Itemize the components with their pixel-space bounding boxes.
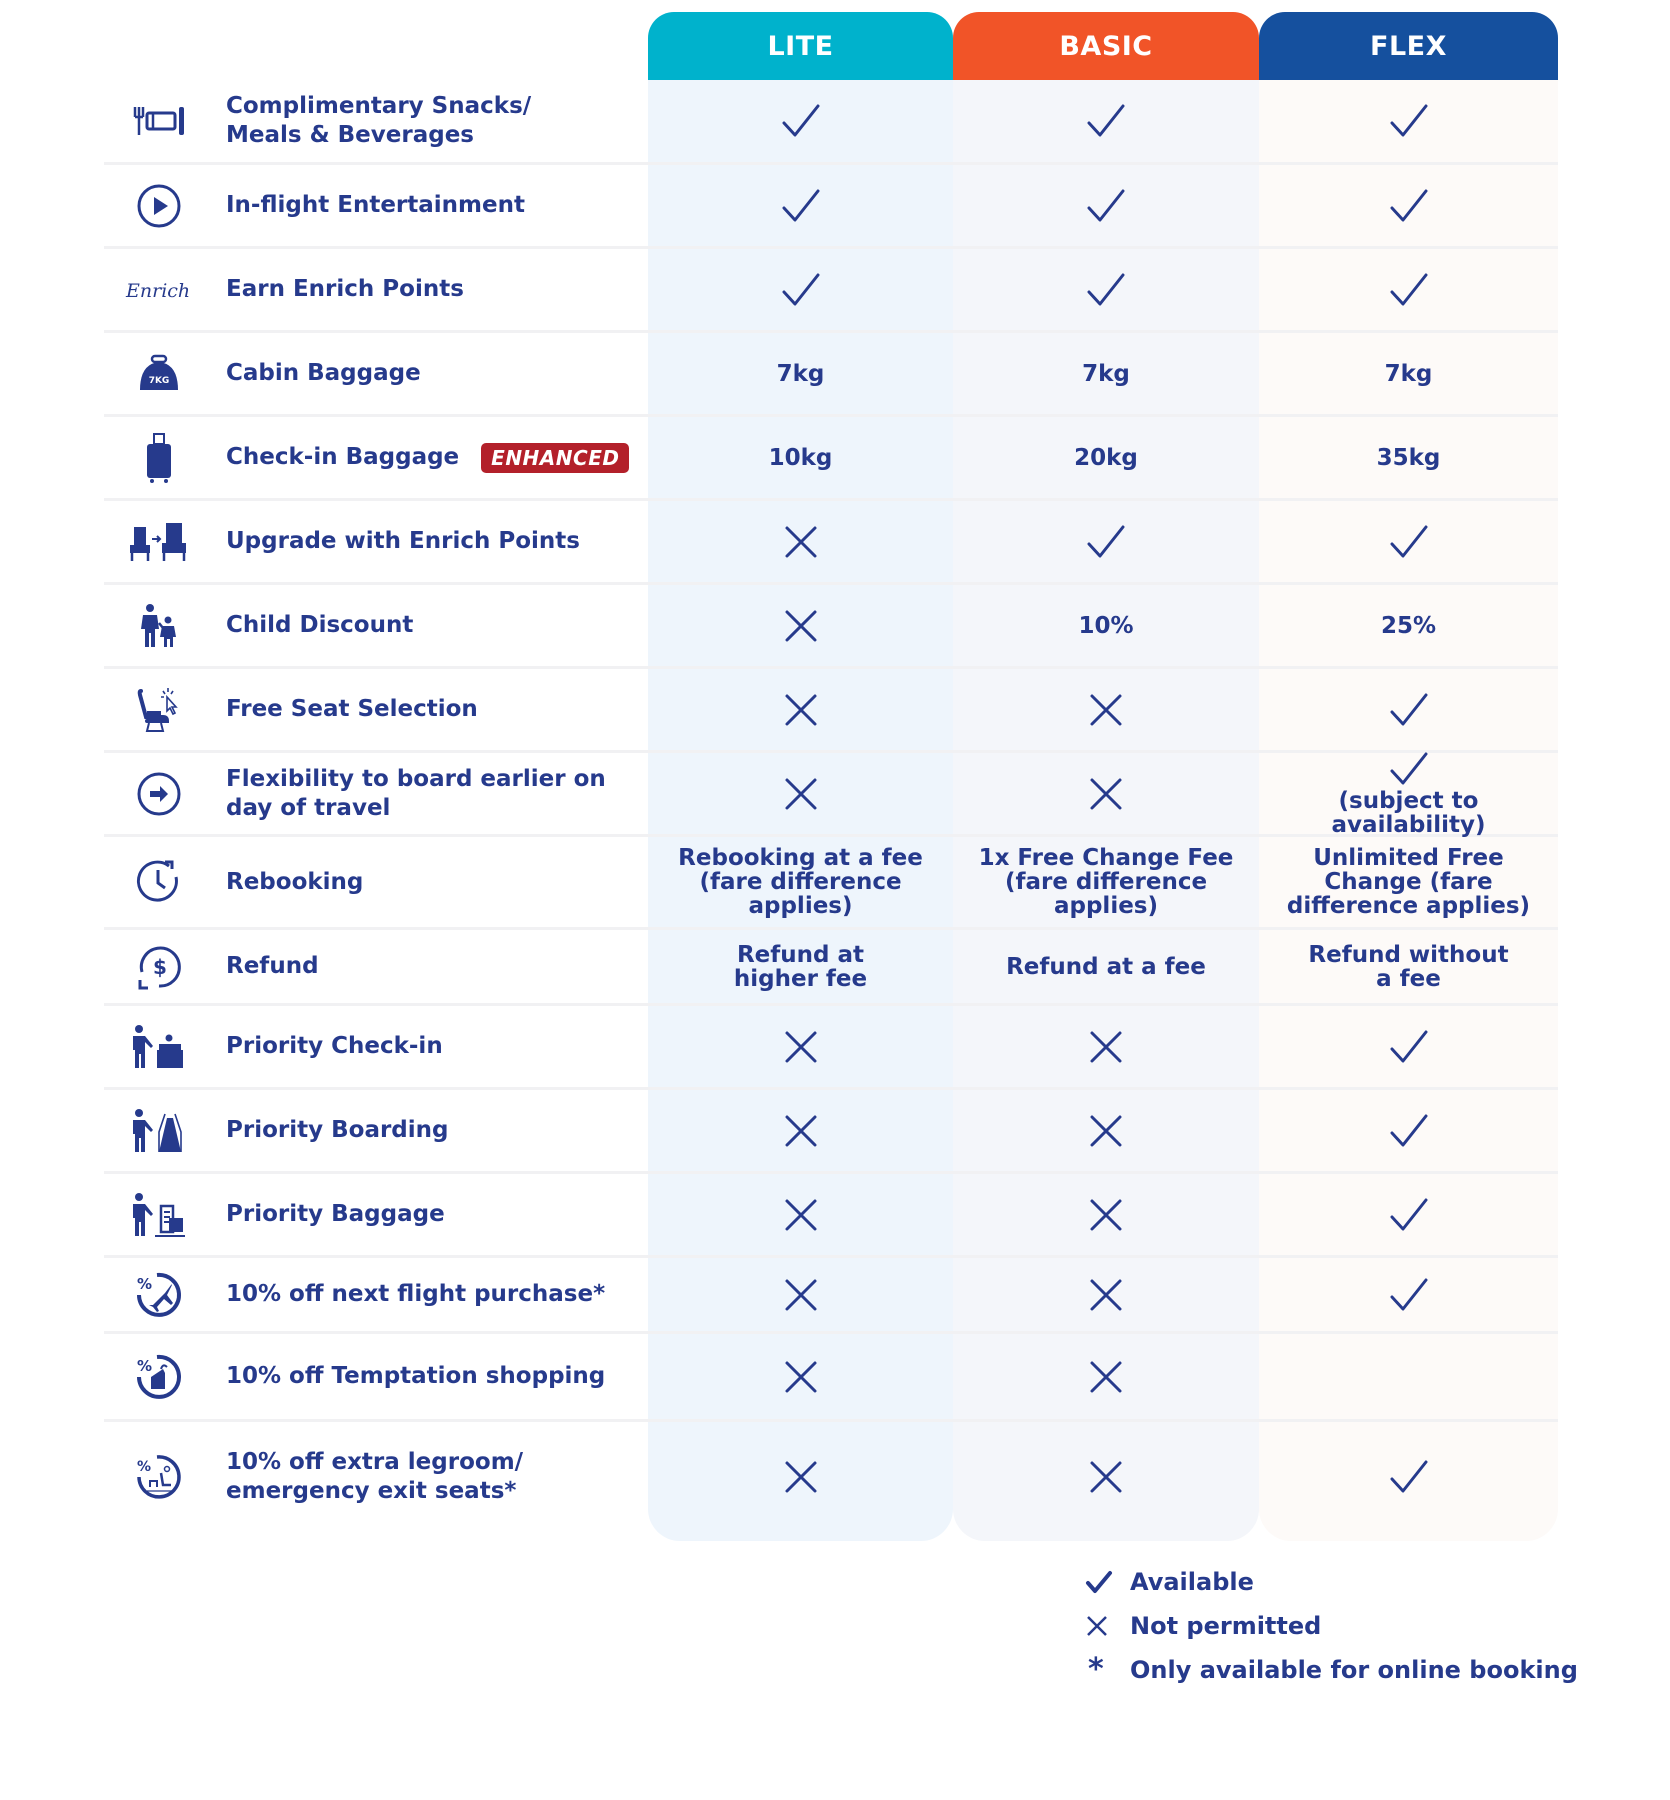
lite-cell	[648, 585, 953, 666]
check-icon	[1389, 1029, 1429, 1065]
lite-cell	[648, 930, 953, 1003]
lite-cell	[648, 1334, 953, 1419]
check-icon	[1389, 1197, 1429, 1233]
feature-label: Complimentary Snacks/ Meals & Beverages	[226, 93, 532, 148]
flex-cell	[1259, 585, 1558, 666]
cross-icon	[1088, 1459, 1124, 1495]
basic-cell	[953, 1258, 1259, 1331]
legend	[1085, 1560, 1578, 1692]
table-row	[104, 249, 1558, 333]
table-row	[104, 333, 1558, 417]
feature-label: Earn Enrich Points	[226, 276, 464, 302]
feature-label: In-flight Entertainment	[226, 192, 525, 218]
check-icon	[1086, 272, 1126, 308]
basic-cell	[953, 1334, 1259, 1419]
child-icon	[104, 585, 214, 666]
basic-cell	[953, 417, 1259, 498]
basic-cell	[953, 1090, 1259, 1171]
feature-label: Priority Baggage	[226, 1201, 445, 1227]
feature-label: Flexibility to board earlier on day of travel	[226, 765, 606, 821]
cell-value: 7kg	[776, 360, 825, 387]
check-icon	[1389, 1113, 1429, 1149]
cell-value: 10%	[1078, 612, 1134, 639]
basic-cell	[953, 249, 1259, 330]
cross-icon	[783, 1113, 819, 1149]
lite-cell	[648, 753, 953, 834]
cell-value: 1x Free Change Fee (fare difference applies)	[978, 845, 1234, 919]
check-icon	[1389, 692, 1429, 728]
basic-cell	[953, 837, 1259, 927]
table-row	[104, 930, 1558, 1006]
basic-cell	[953, 501, 1259, 582]
feature-label: 10% off extra legroom/ emergency exit seats*	[226, 1449, 524, 1504]
lite-cell	[648, 249, 953, 330]
table-row	[104, 585, 1558, 669]
flex-cell	[1259, 333, 1558, 414]
flex-cell	[1259, 80, 1558, 162]
flex-cell	[1259, 1006, 1558, 1087]
basic-cell	[953, 1006, 1259, 1087]
basic-cell	[953, 930, 1259, 1003]
cross-icon	[783, 608, 819, 644]
flex-cell	[1259, 165, 1558, 246]
check-icon	[1086, 103, 1126, 139]
availability-note: (subject to availability)	[1331, 787, 1486, 838]
check-icon	[1086, 524, 1126, 560]
lite-cell	[648, 837, 953, 927]
play-icon	[104, 165, 214, 246]
priority-checkin-icon	[104, 1006, 214, 1087]
table-row	[104, 1174, 1558, 1258]
cross-icon	[1088, 1197, 1124, 1233]
lite-cell	[648, 333, 953, 414]
cross-icon	[783, 1277, 819, 1313]
lite-cell	[648, 501, 953, 582]
cell-value: Refund at a fee	[1006, 953, 1206, 980]
feature-label: Priority Boarding	[226, 1117, 449, 1143]
lite-cell	[648, 669, 953, 750]
cell-value: 7kg	[1384, 360, 1433, 387]
fare-comparison-table	[104, 80, 1558, 1532]
flex-cell	[1259, 1422, 1558, 1532]
check-icon	[1389, 751, 1429, 787]
basic-cell	[953, 80, 1259, 162]
cross-icon	[1088, 1113, 1124, 1149]
table-row	[104, 837, 1558, 930]
cross-icon	[783, 524, 819, 560]
flex-cell	[1259, 837, 1558, 927]
clock-refresh-icon	[104, 837, 214, 927]
table-row	[104, 1006, 1558, 1090]
basic-cell	[953, 1422, 1259, 1532]
cell-value: 25%	[1380, 612, 1437, 639]
cell-value: Refund without a fee	[1308, 941, 1509, 992]
check-icon	[1389, 188, 1429, 224]
basic-cell	[953, 333, 1259, 414]
check-icon	[1389, 272, 1429, 308]
cabin-bag-icon	[104, 333, 214, 414]
table-row	[104, 1258, 1558, 1334]
check-icon	[781, 103, 821, 139]
flex-cell	[1259, 930, 1558, 1003]
legend-item-cross	[1085, 1604, 1578, 1648]
cross-icon	[783, 776, 819, 812]
lite-cell	[648, 1258, 953, 1331]
cell-value: 20kg	[1074, 444, 1138, 471]
feature-label: Priority Check-in	[226, 1033, 443, 1059]
lite-column-header: LITE	[648, 12, 953, 80]
priority-boarding-icon	[104, 1090, 214, 1171]
flex-cell	[1259, 753, 1558, 838]
flex-cell	[1259, 1174, 1558, 1255]
table-row	[104, 165, 1558, 249]
refund-icon	[104, 930, 214, 1003]
discount-shopping-icon	[104, 1334, 214, 1419]
cell-value: Refund at higher fee	[733, 941, 868, 992]
cell-value: Rebooking at a fee (fare difference applies)	[678, 845, 923, 919]
discount-seat-icon	[104, 1422, 214, 1532]
lite-cell	[648, 1090, 953, 1171]
cross-icon	[1088, 692, 1124, 728]
basic-cell	[953, 585, 1259, 666]
flex-cell	[1259, 1334, 1558, 1419]
check-icon	[781, 188, 821, 224]
table-row	[104, 501, 1558, 585]
feature-label: Free Seat Selection	[226, 696, 478, 722]
feature-label: Check-in Baggage ENHANCED	[214, 417, 648, 498]
arrow-circle-icon	[104, 753, 214, 834]
legend-label: Available	[1130, 1568, 1254, 1596]
seat-select-icon	[104, 669, 214, 750]
flex-column-header: FLEX	[1259, 12, 1558, 80]
table-row	[104, 80, 1558, 165]
lite-cell	[648, 80, 953, 162]
svg-text:%: %	[137, 1459, 152, 1475]
check-icon	[1389, 103, 1429, 139]
basic-cell	[953, 753, 1259, 834]
table-row	[104, 1422, 1558, 1532]
check-icon	[781, 272, 821, 308]
flex-cell	[1259, 501, 1558, 582]
enhanced-badge: ENHANCED	[481, 443, 629, 473]
basic-cell	[953, 669, 1259, 750]
cell-value: 7kg	[1082, 360, 1130, 387]
enrich-logo-icon	[104, 249, 214, 330]
table-row	[104, 1090, 1558, 1174]
svg-text:%: %	[137, 1356, 153, 1375]
priority-baggage-icon	[104, 1174, 214, 1255]
cross-icon	[783, 1359, 819, 1395]
feature-label: Cabin Baggage	[226, 360, 421, 386]
legend-label: Only available for online booking	[1130, 1656, 1578, 1684]
cross-icon	[1088, 1277, 1124, 1313]
flex-cell	[1259, 1090, 1558, 1171]
feature-label: Upgrade with Enrich Points	[226, 528, 580, 554]
table-row	[104, 1334, 1558, 1422]
cell-value: Unlimited Free Change (fare difference applies)	[1286, 845, 1531, 919]
cross-icon	[783, 1029, 819, 1065]
flex-cell	[1259, 1258, 1558, 1331]
feature-label: 10% off next flight purchase*	[226, 1281, 606, 1307]
table-row	[104, 669, 1558, 753]
check-icon	[1389, 1277, 1429, 1313]
cell-value: 35kg	[1376, 444, 1441, 471]
flex-cell	[1259, 249, 1558, 330]
basic-cell	[953, 1174, 1259, 1255]
flex-cell	[1259, 417, 1558, 498]
lite-cell	[648, 165, 953, 246]
svg-text:Enrich: Enrich	[126, 279, 191, 302]
cross-icon	[783, 1459, 819, 1495]
svg-text:7KG: 7KG	[148, 375, 170, 386]
meal-icon	[104, 80, 214, 162]
legend-label: Not permitted	[1130, 1612, 1322, 1640]
svg-text:$: $	[153, 954, 167, 979]
asterisk-icon: *	[1088, 1652, 1104, 1687]
feature-label: Rebooking	[226, 868, 364, 895]
cell-value: 10kg	[768, 444, 833, 471]
table-row	[104, 417, 1558, 501]
upgrade-seat-icon	[104, 501, 214, 582]
feature-label: Refund	[226, 953, 319, 979]
discount-flight-icon	[104, 1258, 214, 1331]
lite-cell	[648, 1422, 953, 1532]
check-icon	[1389, 524, 1429, 560]
cross-icon	[1088, 776, 1124, 812]
table-row	[104, 753, 1558, 837]
check-icon	[1389, 1459, 1429, 1495]
legend-item-asterisk	[1085, 1648, 1578, 1692]
feature-label: Child Discount	[226, 612, 414, 638]
svg-text:%: %	[137, 1274, 153, 1293]
cross-icon	[783, 1197, 819, 1233]
basic-cell	[953, 165, 1259, 246]
legend-item-check	[1085, 1560, 1578, 1604]
cross-icon	[1088, 1359, 1124, 1395]
check-icon	[1086, 188, 1126, 224]
flex-cell	[1259, 669, 1558, 750]
cross-icon	[1085, 1614, 1130, 1638]
check-icon	[1085, 1569, 1130, 1595]
cross-icon	[783, 692, 819, 728]
suitcase-icon	[104, 417, 214, 498]
lite-cell	[648, 417, 953, 498]
lite-cell	[648, 1006, 953, 1087]
lite-cell	[648, 1174, 953, 1255]
cross-icon	[1088, 1029, 1124, 1065]
feature-label: 10% off Temptation shopping	[226, 1363, 606, 1389]
basic-column-header: BASIC	[953, 12, 1259, 80]
